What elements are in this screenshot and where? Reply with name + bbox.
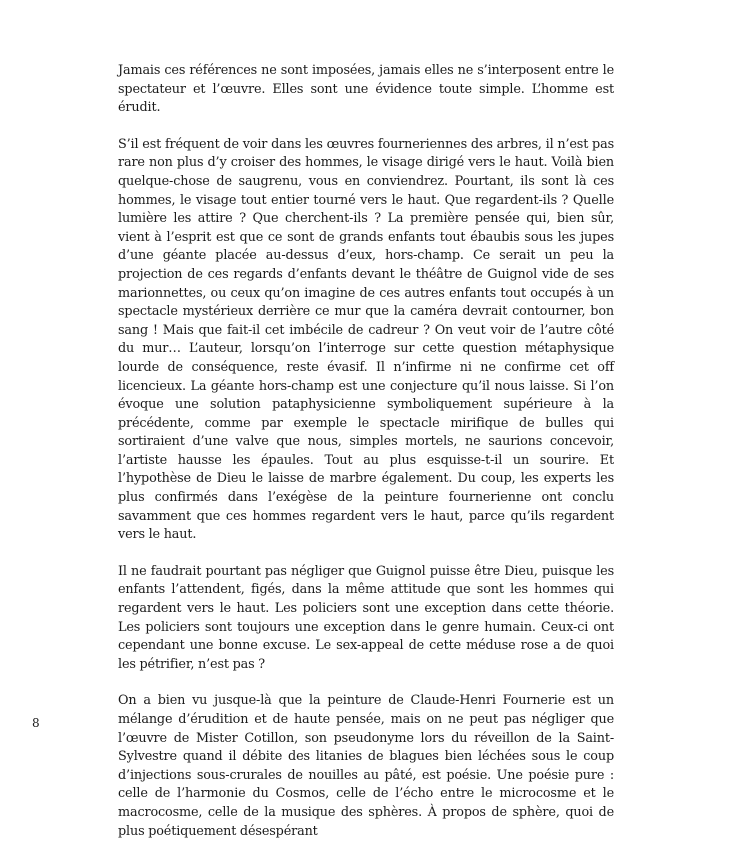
- paragraph-4: On a bien vu jusque-là que la peinture de Claude-Henri Fournerie est un mélange d’érudition et de haute pensée, mais on ne peut pas négliger que l’œuvre de Mister Cotillon, son pseudonyme lors du réveillon de la Saint-Sylvestre quand il débite des litanies de blagues bien léchées sous le coup d’injections sous-crurales de nouilles au pâté, est poésie. Une poésie pure : celle de l’harmonie du Cosmos, celle de l’écho entre le microcosme et le macrocosme, celle de la musique des sphères. À propos de sphère, quoi de plus poétiquement désespérant: [118, 693, 614, 839]
- paragraph-3: Il ne faudrait pourtant pas négliger que Guignol puisse être Dieu, puisque les enfants l’attendent, figés, dans la même attitude que sont les hommes qui regardent vers le haut. Les policiers sont une exception dans cette théorie. Les policiers sont toujours une exception dans le genre humain. Ceux-ci ont cependant une bonne excuse. Le sex-appeal de cette méduse rose a de quoi les pétrifier, n’est pas ?: [118, 563, 614, 672]
- paragraph-1: Jamais ces références ne sont imposées, jamais elles ne s’interposent entre le spectateur et l’œuvre. Elles sont une évidence toute simple. L’homme est érudit.: [118, 63, 614, 116]
- body-text: [118, 62, 614, 859]
- page-number: 8: [32, 716, 40, 730]
- paragraph-2: S’il est fréquent de voir dans les œuvres fourneriennes des arbres, il n’est pas rare non plus d’y croiser des hommes, le visage dirigé vers le haut. Voilà bien quelque-chose de saugrenu, vous en conviendrez. Pourtant, ils sont là ces hommes, le visage tout entier tourné vers le haut. Que regardent-ils ? Quelle lumière les attire ? Que cherchent-ils ? La première pensée qui, bien sûr, vient à l’esprit est que ce sont de grands enfants tout ébaubis sous les jupes d’une géante placée au-dessus d’eux, hors-champ. Ce serait un peu la projection de ces regards d’enfants devant le théâtre de Guignol vide de ses marionnettes, ou ceux qu’on imagine de ces autres enfants tout occupés à un spectacle mystérieux derrière ce mur que la caméra devrait contourner, bon sang ! Mais que fait-il cet imbécile de cadreur ? On veut voir de l’autre côté du mur… L’auteur, lorsqu’on l’interroge sur cette question métaphysique lourde de conséquence, reste évasif. Il n’infirme ni ne confirme cet off licencieux. La géante hors-champ est une conjecture qu’il nous laisse. Si l’on évoque une solution pataphysicienne symboliquement supérieure à la précédente, comme par exemple le spectacle mirifique de bulles qui sortiraient d’une valve que nous, simples mortels, ne saurions concevoir, l’artiste hausse les épaules. Tout au plus esquisse-t-il un sourire. Et l’hypothèse de Dieu le laisse de marbre également. Du coup, les experts les plus confirmés dans l’exégèse de la peinture fournerienne ont conclu savamment que ces hommes regardent vers le haut, parce qu’ils regardent vers le haut.: [118, 136, 614, 543]
